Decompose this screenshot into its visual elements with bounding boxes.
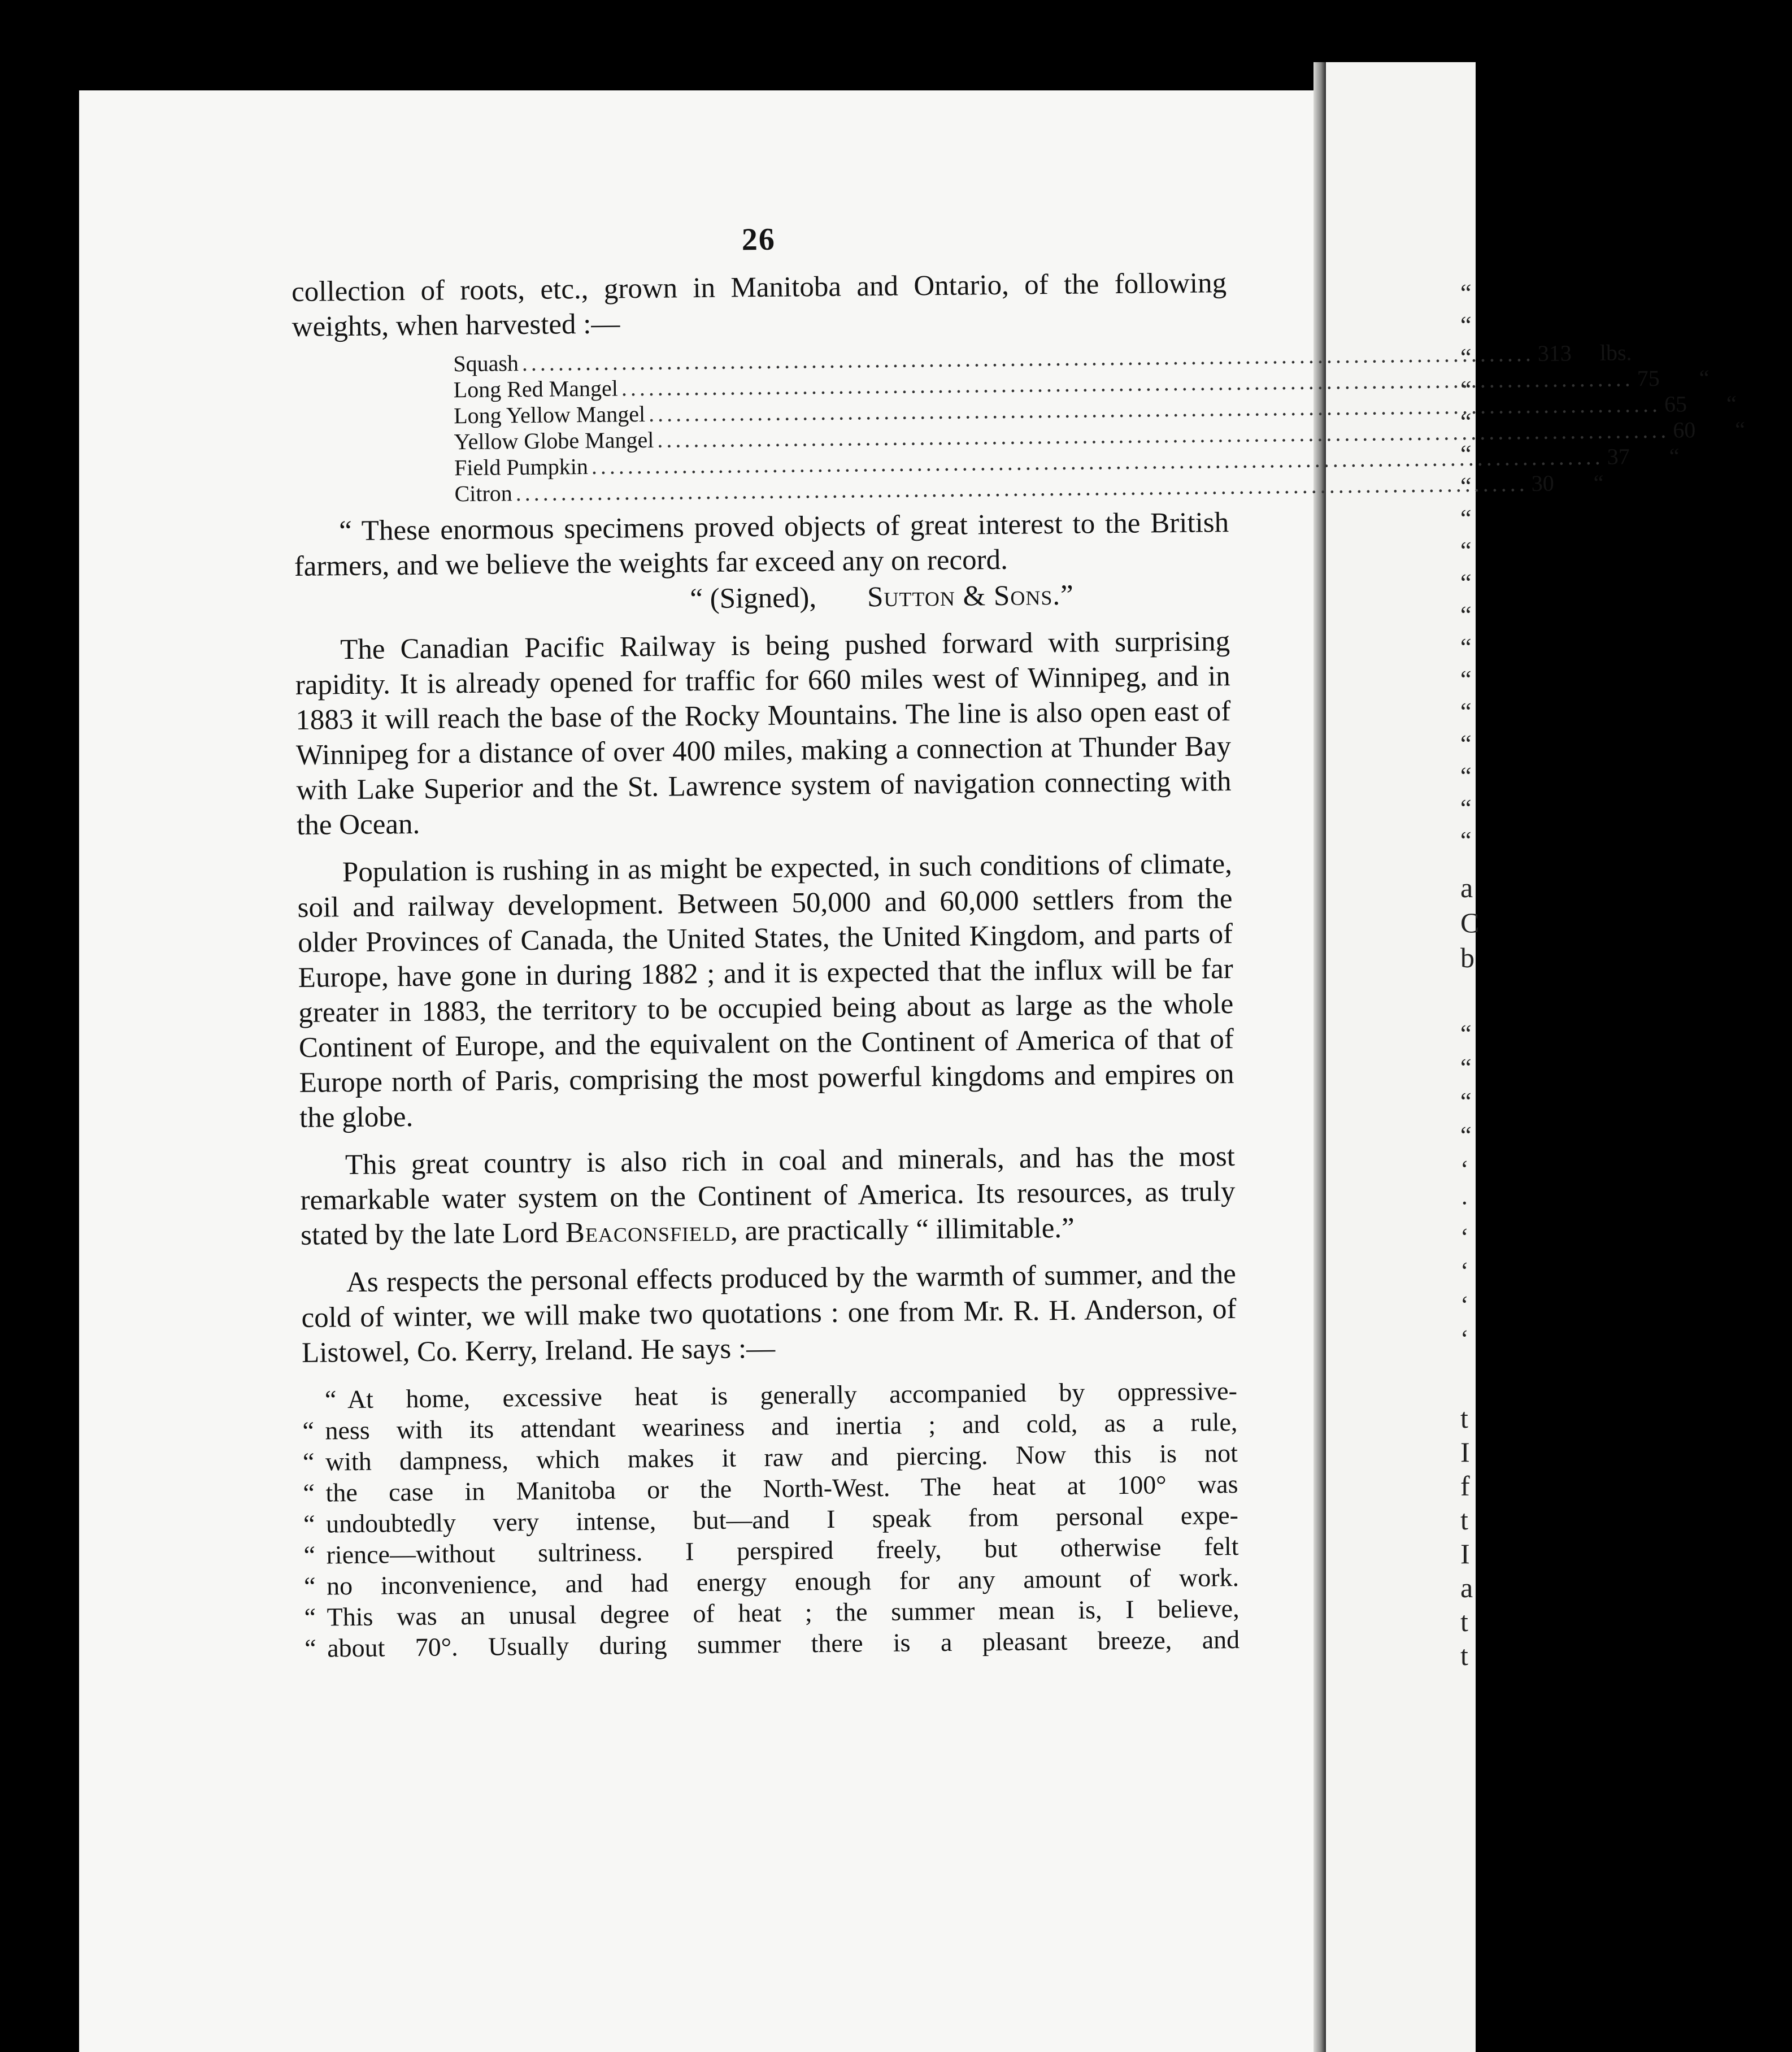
root-weight: 60 (1673, 417, 1696, 443)
margin-glyph: “ (1460, 344, 1472, 371)
root-unit: “ (1669, 443, 1680, 469)
sutton-quote: “ These enormous specimens proved objects of great interest to the British farmers, and we believe the weights far exceed any on record. (294, 507, 1229, 582)
margin-glyph: “ (1460, 440, 1472, 468)
quote-mark: “ (302, 1447, 315, 1476)
margin-glyph: “ (1460, 1088, 1472, 1115)
margin-glyph: ‘ (1460, 1257, 1469, 1285)
margin-glyph: “ (1460, 1020, 1472, 1047)
margin-glyph: I (1460, 1538, 1470, 1570)
margin-glyph: ‘ (1460, 1223, 1469, 1251)
margin-glyph: b (1460, 942, 1475, 973)
quote-mark: “ (302, 1416, 315, 1445)
root-weights-list (453, 340, 1746, 507)
quote-mark: “ (304, 1633, 316, 1663)
quote-mark: “ (303, 1571, 316, 1601)
margin-glyph: “ (1460, 601, 1472, 629)
root-name: Long Yellow Mangel (454, 401, 646, 429)
quote-text: no inconvenience, and had energy enough for any amount of work. (326, 1563, 1239, 1601)
quote-text: ness with its attendant weariness and inertia ; and cold, as a rule, (325, 1407, 1238, 1445)
facing-page-letters-lower (1460, 1401, 1476, 1672)
page-text (291, 217, 1746, 1664)
margin-glyph: ‘ (1460, 1155, 1469, 1183)
root-unit: “ (1726, 390, 1737, 416)
quote-text: At home, excessive heat is generally accompanied by oppressive- (347, 1376, 1238, 1414)
margin-glyph: “ (1460, 827, 1472, 854)
country-text-start: This great country is also rich in coal and minerals, and has the most remarkable water system on the Continent of America. Its resources, as truly stated by the late Lord (300, 1141, 1236, 1251)
railway-paragraph: The Canadian Pacific Railway is being pushed forward with surprising rapidity. It is already opened for traffic for 660 miles west of Winnipeg, and in 1883 it will reach the base of the Rocky Mountains. The line is also open east of Winnipeg for a distance of over 400 miles, making a connection at Thunder Bay with Lake Superior and the St. Lawrence system of navigation connecting with the Ocean. (295, 625, 1232, 841)
facing-page-letters (1460, 870, 1480, 975)
quote-text: about 70°. Usually during summer there is a pleasant breeze, and (327, 1624, 1240, 1663)
quote-text: rience—without sultriness. I perspired freely, but otherwise felt (326, 1532, 1239, 1570)
root-unit: “ (1699, 364, 1710, 391)
population-paragraph: Population is rushing in as might be expected, in such conditions of climate, soil and railway development. Between 50,000 and 60,000 settlers from the older Provinces of Canada, the United States, the United Kingdom, and parts of Europe, have gone in during 1882 ; and it is expected that the influx will be far greater in 1883, the territory to be occupied being about as large as the whole Continent of Europe, and the equivalent on the Continent of America of that of Europe north of Paris, comprising the most powerful kingdoms and empires on the globe. (297, 848, 1234, 1134)
root-weight: 65 (1664, 391, 1687, 417)
intro-paragraph: collection of roots, etc., grown in Manitoba and Ontario, of the following weights, when harvested :— (291, 267, 1227, 343)
signature-name: Sutton & Sons.” (867, 579, 1075, 614)
margin-glyph: ‘ (1460, 1325, 1469, 1353)
root-name: Field Pumpkin (454, 453, 589, 481)
margin-glyph: “ (1460, 537, 1472, 564)
margin-glyph: “ (1460, 279, 1472, 307)
margin-glyph: C (1460, 907, 1480, 938)
margin-glyph: t (1460, 1402, 1468, 1434)
facing-page-quote-marks-lower (1460, 1017, 1476, 1356)
margin-glyph: ‘ (1460, 1291, 1469, 1319)
quote-mark: “ (304, 1602, 316, 1632)
margin-glyph: “ (1460, 1054, 1472, 1081)
margin-glyph: a (1460, 1572, 1473, 1603)
margin-glyph: “ (1460, 472, 1472, 500)
root-name: Squash (453, 350, 519, 377)
margin-glyph: a (1460, 872, 1473, 903)
margin-glyph: “ (1460, 633, 1472, 661)
anderson-quote (302, 1375, 1240, 1664)
beaconsfield-name: Beaconsfield (565, 1215, 731, 1249)
root-name: Yellow Globe Mangel (454, 427, 654, 455)
margin-glyph: “ (1460, 376, 1472, 403)
margin-glyph: “ (1460, 311, 1472, 339)
margin-glyph: “ (1460, 408, 1472, 436)
root-weight: 75 (1637, 365, 1660, 392)
margin-glyph: “ (1460, 569, 1472, 597)
signed-label: “ (Signed), (690, 582, 817, 615)
margin-glyph: “ (1460, 698, 1472, 725)
page-number: 26 (741, 221, 776, 258)
root-weight: 37 (1607, 444, 1630, 469)
margin-glyph: t (1460, 1504, 1468, 1536)
country-paragraph (300, 1139, 1236, 1253)
margin-glyph: · (1460, 1189, 1469, 1217)
quote-mark: “ (303, 1478, 315, 1507)
margin-glyph: “ (1460, 666, 1472, 693)
quote-mark: “ (303, 1540, 316, 1570)
margin-glyph: “ (1460, 762, 1472, 790)
margin-glyph: I (1460, 1436, 1470, 1468)
quote-mark: “ (324, 1385, 337, 1414)
root-unit: “ (1593, 469, 1604, 495)
margin-glyph: “ (1460, 794, 1472, 822)
country-text-end: , are practically “ illimitable.” (730, 1212, 1075, 1247)
root-row (454, 469, 1604, 507)
root-name: Long Red Mangel (453, 375, 619, 403)
root-weight: 313 (1537, 340, 1572, 366)
root-name: Citron (454, 480, 513, 507)
margin-glyph: “ (1460, 1121, 1472, 1149)
respects-paragraph: As respects the personal effects produced by the warmth of summer, and the cold of winter, we will make two quotations : one from Mr. R. H. Anderson, of Listowel, Co. Kerry, Ireland. He says :— (301, 1258, 1237, 1369)
quote-text: This was an unusal degree of heat ; the summer mean is, I believe, (327, 1594, 1239, 1632)
root-weight: 30 (1531, 470, 1554, 496)
margin-glyph: “ (1460, 730, 1472, 758)
margin-glyph: t (1460, 1606, 1468, 1637)
root-unit: “ (1735, 416, 1746, 442)
quote-text: with dampness, which makes it raw and piercing. Now this is not (325, 1438, 1238, 1476)
signature-line (690, 576, 1230, 616)
margin-glyph: f (1460, 1470, 1470, 1502)
quote-text: the case in Manitoba or the North-West. The heat at 100° was (325, 1470, 1238, 1507)
quote-text: undoubtedly very intense, but—and I speak from personal expe- (325, 1501, 1239, 1538)
margin-glyph: “ (1460, 505, 1472, 532)
root-unit: lbs. (1599, 340, 1632, 366)
quote-mark: “ (303, 1509, 315, 1538)
margin-glyph: t (1460, 1640, 1468, 1671)
